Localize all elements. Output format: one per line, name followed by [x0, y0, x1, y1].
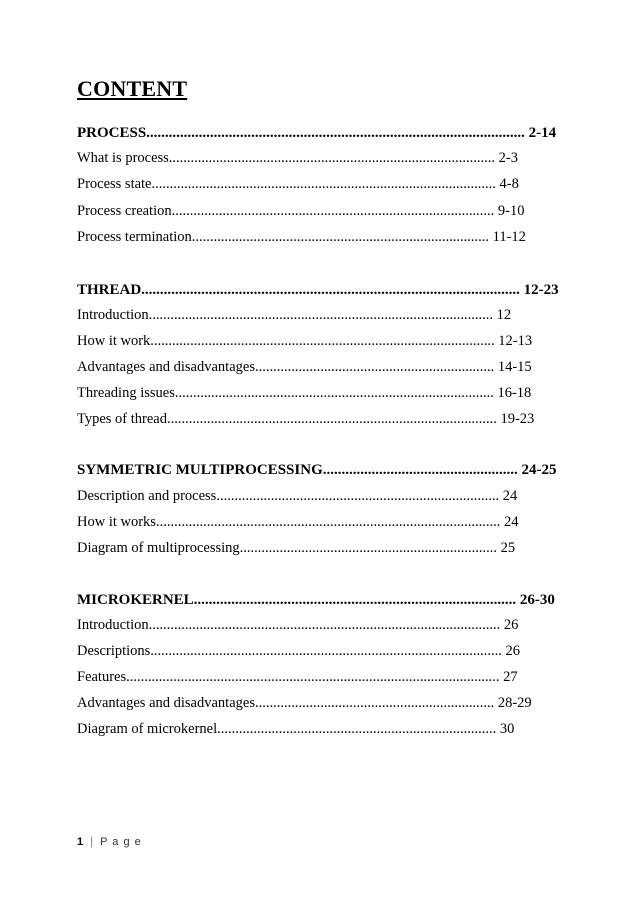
toc-item: How it works............................................................................................... 24 [77, 514, 519, 530]
toc-item: Advantages and disadvantages.................................................................. 28-29 [77, 695, 532, 711]
toc-heading-process: PROCESS..................................................................................................... 2-14 [77, 125, 557, 141]
toc-heading-smp: SYMMETRIC MULTIPROCESSING.................................................... 24-25 [77, 462, 557, 478]
toc-item: Process creation......................................................................................... 9-10 [77, 203, 525, 219]
toc-item: Introduction............................................................................................... 12 [77, 307, 512, 323]
toc-item: Advantages and disadvantages.................................................................. 14-15 [77, 359, 532, 375]
toc-item: Diagram of microkernel............................................................................. 30 [77, 721, 515, 737]
toc-item: Features....................................................................................................... 27 [77, 669, 518, 685]
toc-item: How it work............................................................................................... 12-13 [77, 333, 533, 349]
toc-item: Process state............................................................................................... 4-8 [77, 176, 519, 192]
footer-separator: | [90, 836, 95, 848]
toc-item: Threading issues........................................................................................ 16-18 [77, 385, 532, 401]
page-label: P a g e [100, 836, 142, 848]
page-footer [77, 836, 142, 848]
toc-heading-thread: THREAD..................................................................................................... 12-23 [77, 282, 559, 298]
page-number: 1 [77, 836, 85, 848]
toc-item: Diagram of multiprocessing....................................................................... 25 [77, 540, 516, 556]
toc-item: Process termination.................................................................................. 11-12 [77, 229, 526, 245]
toc-item: Types of thread........................................................................................... 19-23 [77, 411, 535, 427]
page-title: CONTENT [77, 76, 188, 101]
toc-item: What is process.......................................................................................... 2-3 [77, 150, 519, 166]
toc-item: Introduction................................................................................................. 26 [77, 617, 519, 633]
toc-item: Descriptions................................................................................................. 26 [77, 643, 521, 659]
toc-item: Description and process.............................................................................. 24 [77, 488, 518, 504]
toc-heading-microkernel: MICROKERNEL...................................................................................... 26-30 [77, 592, 555, 608]
